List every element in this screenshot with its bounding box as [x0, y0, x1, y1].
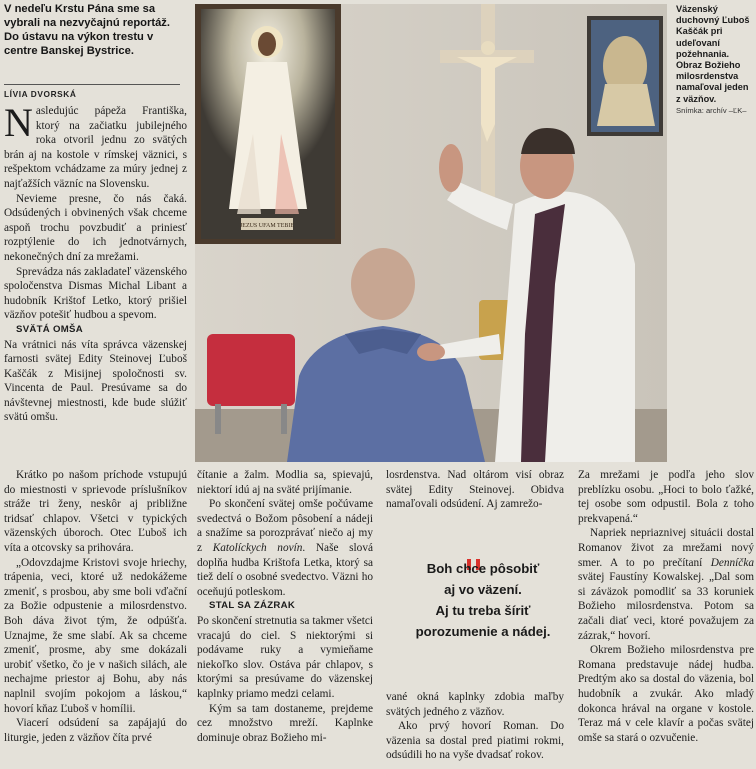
paragraph: vané okná kaplnky zdobia maľby svätých jedného z väzňov. [386, 691, 564, 718]
paragraph: čítanie a žalm. Modlia sa, spievajú, niektorí idú aj na sväté prijímanie. [197, 469, 373, 496]
photo-credit: Snímka: archív –ĽK– [676, 105, 747, 115]
column-1-continued [4, 468, 187, 745]
book-title: Denníčka [710, 556, 754, 569]
column-4 [578, 468, 754, 745]
newspaper-title: Katolíckych novín [212, 541, 303, 554]
text-run: svätej Faustíny Kowalskej. „Dal som si záväzok pomodliť sa 33 koruniek Božieho milosrdenstva. Potom sa začali diať veci, ktoré považujem za zázrak,“ hovorí. [578, 571, 754, 642]
text-run: . Naše slová doplňa hudba Krištofa Letka, ktorý sa tiež delí o osobné svedectvo. Väzni ho oceňujú potleskom. [197, 541, 373, 598]
paragraph: Za mrežami je podľa jeho slov preblízku osobu. „Hoci to bolo ťažké, tej osobe som odpustil. Bola z toho prekvapená.“ [578, 469, 754, 525]
paragraph: losrdenstva. Nad oltárom visí obraz svätej Edity Steinovej. Obidva namaľovali odsúdení. Aj zamrežo- [386, 469, 564, 511]
pull-quote-line: Boh chce pôsobiť [426, 561, 540, 576]
photo-caption [676, 4, 754, 116]
pull-quote-line: aj vo väzení. [444, 582, 522, 597]
paragraph: Po skončení stretnutia sa takmer všetci vracajú do ciel. S niektorými si podávame ruky a vymieňame niekoľko slov. Ostáva pár chlapov, s ktorými sa presúvame do väzenskej kaplnky priamo medzi celami. [197, 614, 373, 700]
chapel-scene-illustration [195, 4, 667, 462]
divider [4, 84, 180, 85]
lead-paragraph: V nedeľu Krstu Pána sme sa vybrali na nezvyčajnú reportáž. Do ústavu na výkon trestu v centre Banskej Bystrice. [4, 3, 171, 57]
pull-quote [390, 558, 576, 642]
paragraph: Nevieme presne, čo nás čaká. Odsúdených i obvinených však chceme aspoň trochu povzbudiť a priniesť rozptýlenie do ich jednotvárnych, nekonečných dní za mrežami. [4, 192, 187, 263]
pull-quote-line: porozumenie a nádej. [415, 624, 551, 639]
author-name: LÍVIA DVORSKÁ [4, 89, 77, 99]
divine-mercy-painting [195, 4, 341, 244]
subheading-miracle: STAL SA ZÁZRAK [209, 600, 296, 612]
chapel-photo [195, 4, 667, 462]
paragraph: Krátko po našom príchode vstupujú do miestnosti v sprievode príslušníkov stráže tri ženy, neskôr aj približne tridsať chlapov. Všetci v typických väzenských úboroch. Otec Ľuboš ich víta a otcovsky sa prihovára. [4, 469, 187, 554]
first-paragraph [4, 100, 187, 192]
column-2 [197, 468, 373, 745]
paragraph: Ako prvý hovorí Roman. Do väzenia sa dostal pred piatimi rokmi, odsúdili ho na vyše dvadsať rokov. [386, 720, 564, 762]
paragraph: Sprevádza nás zakladateľ väzenského spoločenstva Dismas Michal Libant a hudobník Krištof Letko, ktorý prišiel väzňov potešiť hudbou a spevom. [4, 265, 187, 322]
paragraph: Kým sa tam dostaneme, prejdeme cez množstvo mreží. Kaplnke dominuje obraz Božieho mi- [197, 702, 373, 744]
caption-text: Väzenský duchovný Ľuboš Kaščák pri udeľovaní požehnania. Obraz Božieho milosrdenstva namaľoval jeden z väzňov. [676, 4, 750, 104]
text-run: Napriek nepriaznivej situácii dostal Romanov život za mrežami nový smer. A to po prečítaní [578, 527, 754, 569]
column-3-top [386, 468, 564, 512]
subheading-mass: SVÄTÁ OMŠA [16, 323, 83, 335]
painting-inscription: JEZUS UFAM TEBIE [239, 223, 295, 229]
column-3-bottom [386, 690, 564, 763]
quote-paragraph: „Odovzdajme Kristovi svoje hriechy, trápenia, veci, ktoré už nedokážeme zmeniť, s prosbou, aby sme boli vďační za Božie odpustenie a milosrdenstvo. Boh dáva život tým, že odpúšťa. Uznajme, že sme slabí. Ak sa chceme zmeniť, prosme, aby sme dokázali urobiť všetko, čo je v našich silách, ale nechajme priestor aj Bohu, aby nás naplnil svojím pokojom a láskou,“ hovorí kňaz Ľuboš v homílii. [4, 556, 187, 715]
drop-cap: N [4, 100, 33, 145]
edith-stein-painting [587, 16, 663, 136]
pull-quote-line: Aj tu treba šíriť [435, 603, 531, 618]
text-run: Po skončení svätej omše počúvame svedectvá o Božom pôsobení a nádeji a snažíme sa porozprávať niečo aj my z [197, 498, 373, 554]
paragraph: Okrem Božieho milosrdenstva pre Romana predstavuje nádej hudba. Predtým ako sa dostal do väzenia, bol hudobník a zvukár. Ako mladý dokonca hrával na organe v kostole. Teraz má v cele klavír a počas svätej omše sa stará o ozvučenie. [578, 644, 754, 744]
paragraph: Na vrátnici nás víta správca väzenskej farnosti svätej Edity Steinovej Ľuboš Kaščák z Misijnej spoločnosti sv. Vincenta de Paul. Presúvame sa do návštevnej miestnosti, kde bude slúžiť svätú omšu. [4, 338, 187, 424]
column-1 [4, 100, 187, 425]
paragraph [578, 526, 754, 643]
paragraph [197, 497, 373, 599]
paragraph-text: asledujúc pápeža Františka, ktorý na začiatku jubilejného roka otvoril jednu zo svätých brán aj na kostole v rímskej väznici, s rešpektom vchádzame za múry jednej z najťažších väzníc na Slovensku. [4, 105, 187, 190]
paragraph: Viacerí odsúdení sa zapájajú do liturgie, jeden z väzňov číta prvé [4, 717, 187, 744]
